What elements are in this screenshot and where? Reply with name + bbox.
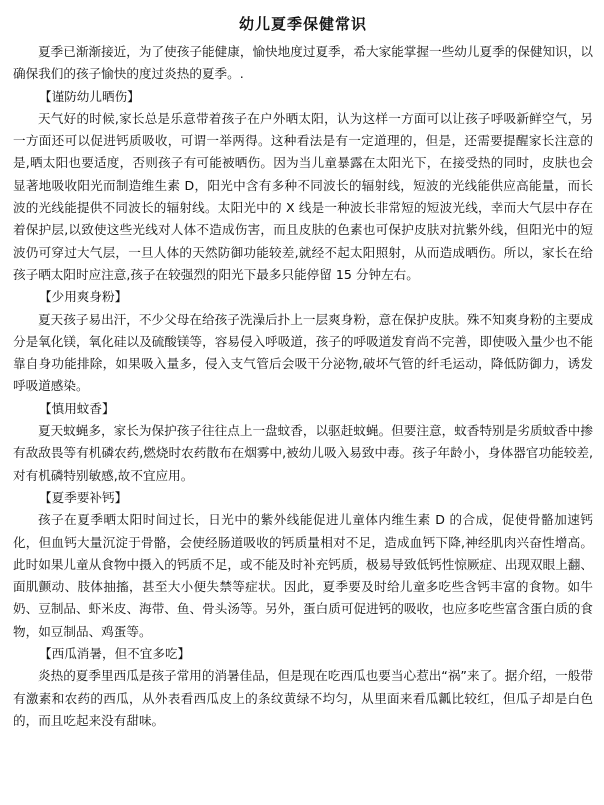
section-powder	[13, 286, 593, 397]
section-heading: 【慎用蚊香】	[39, 400, 115, 416]
section-mosquito-coil	[13, 398, 593, 487]
section-heading: 【谨防幼儿晒伤】	[39, 88, 140, 104]
document-page	[13, 14, 593, 732]
section-heading: 【夏季要补钙】	[39, 489, 128, 505]
section-body: 天气好的时候,家长总是乐意带着孩子在户外晒太阳，认为这样一方面可以让孩子呼吸新鲜空气，另一方面还可以促进钙质吸收，可谓一举两得。这种看法是有一定道理的，但是，还需要提醒家长注意的是,晒太阳也要适度，否则孩子有可能被晒伤。因为当儿童暴露在太阳光下，在接受热的同时，皮肤也会显著地吸收阳光而制造维生素 D，阳光中含有多种不同波长的辐射线，短波的光线能供应高能量，而长波的光线能提供不同波长的辐射线。太阳光中的 X 线是一种波长非常短的短波光线，幸而大气层中存在着保护层,以致使这些光线对人体不造成伤害，而且皮肤的色素也可保护皮肤对抗紫外线，但阳光中的短波仍可穿过大气层，一旦人体的天然防御功能较差,就经不起太阳照射，从而造成晒伤。所以，家长在给孩子晒太阳时应注意,孩子在较强烈的阳光下最多只能停留 15 分钟左右。	[13, 110, 593, 282]
section-body: 炎热的夏季里西瓜是孩子常用的消暑佳品，但是现在吃西瓜也要当心惹出“祸”来了。据介绍，一般带有激素和农药的西瓜，从外表看西瓜皮上的条纹黄绿不均匀，从里面来看瓜瓤比较红，但瓜子却是白色的，而且吃起来没有甜味。	[13, 668, 593, 728]
document-title: 幼儿夏季保健常识	[238, 15, 367, 33]
section-body: 孩子在夏季晒太阳时间过长，日光中的紫外线能促进儿童体内维生素 D 的合成，促使骨骼加速钙化，但血钙大量沉淀于骨骼，会使经肠道吸收的钙质量相对不足，造成血钙下降,神经肌肉兴奋性增高。此时如果儿童从食物中摄入的钙质不足，或不能及时补充钙质，极易导致低钙性惊厥症、出现双眼上翻、面肌颤动、肢体抽搐，甚至大小便失禁等症状。因此，夏季要及时给儿童多吃些含钙丰富的食物。如牛奶、豆制品、虾米皮、海带、鱼、骨头汤等。另外，蛋白质可促进钙的吸收，也应多吃些富含蛋白质的食物，如豆制品、鸡蛋等。	[13, 512, 593, 639]
section-watermelon	[13, 643, 593, 732]
section-body: 夏天孩子易出汗，不少父母在给孩子洗澡后扑上一层爽身粉，意在保护皮肤。殊不知爽身粉的主要成分是氧化镁，氧化硅以及硫酸镁等，容易侵入呼吸道，孩子的呼吸道发育尚不完善，即使吸入量少也不能靠自身功能排除，如果吸入量多，侵入支气管后会吸干分泌物,破坏气管的纤毛运动，降低防御力，诱发呼吸道感染。	[13, 311, 593, 394]
section-heading: 【少用爽身粉】	[39, 289, 128, 305]
intro-paragraph: 夏季已渐渐接近，为了使孩子能健康，愉快地度过夏季，希大家能掌握一些幼儿夏季的保健知识，以确保我们的孩子愉快的度过炎热的夏季。.	[13, 44, 593, 82]
section-body: 夏天蚊蝇多，家长为保护孩子往往点上一盘蚊香，以驱赶蚊蝇。但要注意，蚊香特别是劣质蚊香中掺有敌敌畏等有机磷农药,燃烧时农药散布在烟雾中,被幼儿吸入易致中毒。孩子年龄小，身体器官功能较差,对有机磷特别敏感,故不宜应用。	[13, 423, 593, 483]
section-calcium	[13, 487, 593, 643]
section-heading: 【西瓜消暑，但不宜多吃】	[39, 646, 191, 662]
section-sunburn	[13, 86, 593, 287]
